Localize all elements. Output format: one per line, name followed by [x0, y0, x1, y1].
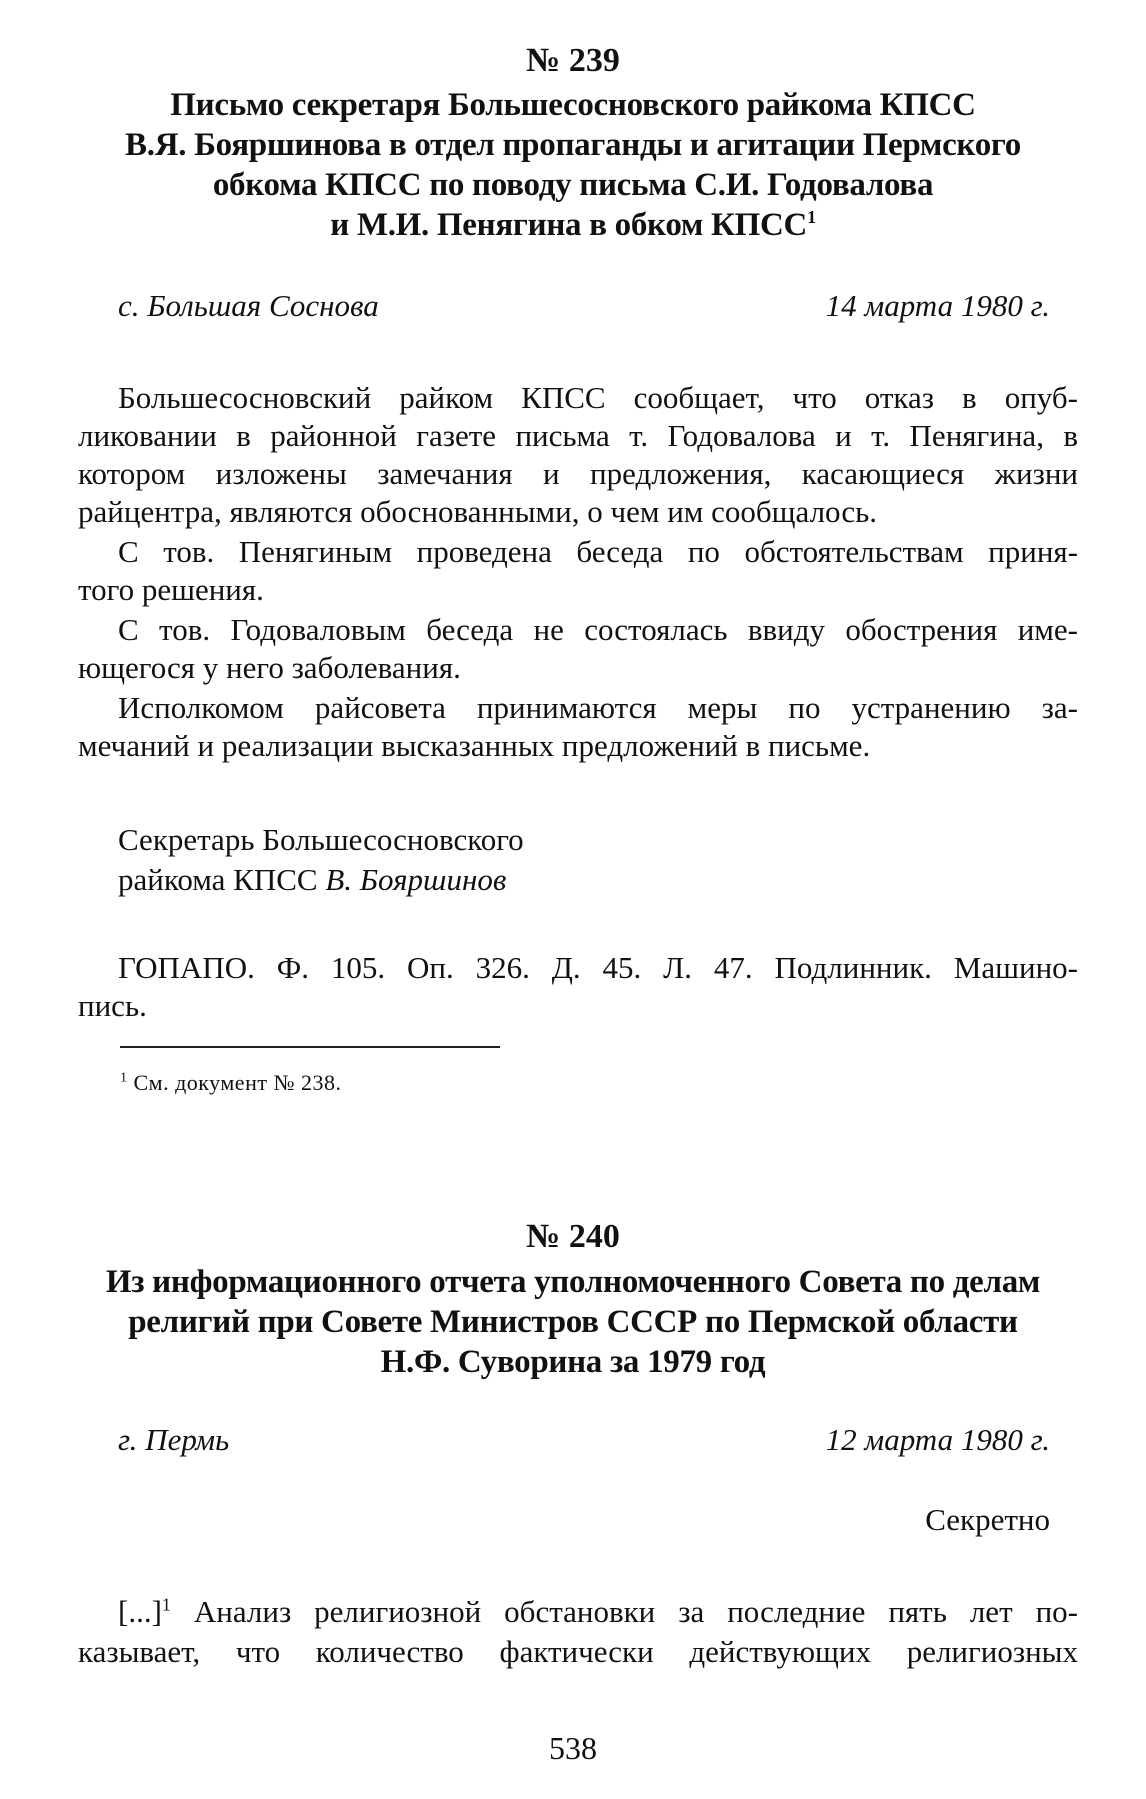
doc239-footnote — [120, 1070, 341, 1096]
doc239-archive-reference: ГОПАПО. Ф. 105. Оп. 326. Д. 45. Л. 47. Подлинник. Машино- — [118, 950, 1078, 985]
doc239-footnote-mark: 1 — [120, 1070, 128, 1086]
doc240-body-line — [118, 1594, 1078, 1630]
doc239-body-line: райцентра, являются обоснованными, о чем им сообщалось. — [78, 494, 877, 529]
doc239-title-line: обкома КПСС по поводу письма С.И. Годовалова — [212, 167, 934, 203]
doc240-title-line: религий при Совете Министров СССР по Пермской области — [128, 1304, 1018, 1340]
doc239-title-line — [0, 205, 1146, 245]
doc240-body-text: Анализ религиозной обстановки за последние пять лет по- — [170, 1594, 1078, 1629]
doc239-title-last: и М.И. Пенягина в обком КПСС — [330, 207, 808, 243]
doc240-omission-mark: [...] — [118, 1594, 162, 1629]
doc239-number: № 239 — [526, 42, 620, 79]
doc239-archive-reference-cont: пись. — [78, 988, 147, 1023]
doc239-place: с. Большая Соснова — [118, 288, 379, 323]
doc240-body-line: казывает, что количество фактически действующих религиозных — [78, 1634, 1078, 1669]
doc239-body-line: Большесосновский райком КПСС сообщает, что отказ в опуб- — [118, 380, 1078, 415]
doc240-title-line: Н.Ф. Суворина за 1979 год — [380, 1344, 766, 1380]
doc239-signature — [118, 862, 1078, 898]
doc239-body-line: мечаний и реализации высказанных предложений в письме. — [78, 728, 871, 763]
doc239-body-line: котором изложены замечания и предложения, касающиеся жизни — [78, 456, 1078, 491]
doc240-title-line: Из информационного отчета уполномоченного Совета по делам — [105, 1264, 1041, 1300]
doc239-signature-name: В. Бояршинов — [325, 862, 507, 897]
page-number: 538 — [549, 1730, 597, 1766]
doc240-title — [0, 1262, 1146, 1382]
doc240-place: г. Пермь — [118, 1422, 230, 1457]
doc239-signature-title: Секретарь Большесосновского — [118, 822, 524, 857]
doc239-footnote-text: См. документ № 238. — [133, 1070, 342, 1095]
doc240-number: № 240 — [526, 1218, 620, 1255]
doc239-title-footnote-mark: 1 — [807, 207, 816, 227]
doc239-date: 14 марта 1980 г. — [825, 288, 1050, 323]
doc239-title-line: В.Я. Бояршинова в отдел пропаганды и агитации Пермского — [125, 127, 1021, 163]
doc239-signature-org: райкома КПСС — [118, 862, 318, 897]
doc239-body-line: Исполкомом райсовета принимаются меры по устранению за- — [118, 690, 1078, 725]
doc240-date: 12 марта 1980 г. — [825, 1422, 1050, 1457]
doc239-title — [0, 85, 1146, 245]
doc239-body-line: С тов. Пенягиным проведена беседа по обстоятельствам приня- — [118, 534, 1078, 569]
doc239-body-line: того решения. — [78, 572, 264, 607]
footnote-divider — [120, 1046, 500, 1048]
doc240-omission-footnote-mark: 1 — [161, 1594, 171, 1615]
doc240-classification: Секретно — [925, 1502, 1050, 1537]
doc239-body-line: С тов. Годоваловым беседа не состоялась ввиду обострения име- — [118, 612, 1078, 647]
doc239-title-line: Письмо секретаря Большесосновского райкома КПСС — [170, 87, 976, 123]
doc239-body-line: ликовании в районной газете письма т. Годовалова и т. Пенягина, в — [78, 418, 1078, 453]
doc239-body-line: ющегося у него заболевания. — [78, 650, 461, 685]
